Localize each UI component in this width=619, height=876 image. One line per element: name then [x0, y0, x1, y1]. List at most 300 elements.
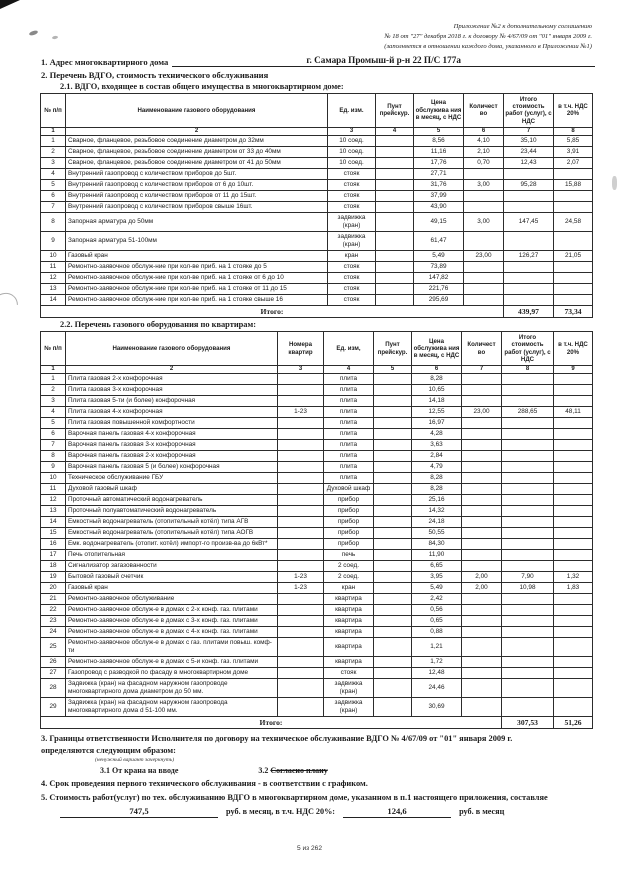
table-cell: Плита газовая 5-ти (и более) конфорочная [66, 395, 278, 406]
table-cell [502, 384, 554, 395]
table-cell: Духовой газовый шкаф [66, 483, 278, 494]
table-cell [374, 505, 412, 516]
table-cell [554, 384, 593, 395]
annotation-line: Приложение №2 к дополнительному соглашению [453, 23, 592, 30]
list-heading: 2. Перечень ВДГО, стоимость технического обслуживания [41, 69, 269, 80]
common-property-table [40, 93, 593, 318]
table-row [41, 417, 593, 428]
table-cell: квартира [324, 656, 374, 667]
table-cell [374, 450, 412, 461]
table-cell [462, 667, 502, 678]
table-row [41, 483, 593, 494]
option-3-2-text-struck: Согласно плану [270, 766, 328, 776]
total-vat-value: 51,26 [554, 716, 593, 728]
table-cell [462, 656, 502, 667]
table-row [41, 373, 593, 384]
monthly-cost-value: 747,5 [60, 806, 218, 818]
table-cell [502, 667, 554, 678]
col-header-name: Наименование газового оборудования [66, 332, 278, 366]
table-cell [554, 439, 593, 450]
table-cell [374, 697, 412, 716]
table-row [41, 678, 593, 697]
table-cell: 3,95 [412, 571, 462, 582]
table-cell [376, 261, 414, 272]
table-cell: прибор [324, 505, 374, 516]
table-cell: 7 [41, 201, 66, 212]
table-cell: Варочная панель газовая 2-х конфорочная [66, 450, 278, 461]
table-cell: 4 [41, 168, 66, 179]
table-cell: 1 [41, 373, 66, 384]
table-cell [462, 538, 502, 549]
table-cell: 221,76 [414, 283, 464, 294]
section-3-line1: 3. Границы ответственности Исполнителя по договору на техническое обслуживание ВДГО № 4/67/09 от "01" января 2009 г. [41, 734, 513, 744]
table-cell: 2 [41, 146, 66, 157]
table-cell: 24 [41, 626, 66, 637]
table-cell: 28 [41, 678, 66, 697]
table-cell [374, 417, 412, 428]
table-cell: 8,28 [412, 472, 462, 483]
table-row [41, 384, 593, 395]
table-total-row [41, 716, 593, 728]
table-cell [376, 250, 414, 261]
table-cell [462, 428, 502, 439]
table-cell: 12,43 [504, 157, 554, 168]
scan-edge-artifact [612, 176, 617, 190]
table-cell [376, 272, 414, 283]
table-cell [374, 384, 412, 395]
table-cell: кран [328, 250, 376, 261]
table-cell [278, 450, 324, 461]
table-cell: 25 [41, 637, 66, 656]
table-cell: 26 [41, 656, 66, 667]
table-cell: Варочная панель газовая 3-х конфорочная [66, 439, 278, 450]
table-row [41, 516, 593, 527]
table-cell: 31,76 [414, 179, 464, 190]
table-cell: 17 [41, 549, 66, 560]
table-row [41, 272, 593, 283]
table-cell: стояк [328, 179, 376, 190]
table-row [41, 472, 593, 483]
table-cell: 18 [41, 560, 66, 571]
table-cell: 4,79 [412, 461, 462, 472]
vat-cost-suffix: руб. в месяц [459, 806, 505, 816]
table-cell [278, 472, 324, 483]
table-cell: печь [324, 549, 374, 560]
table-cell [278, 549, 324, 560]
table-cell: 3 [41, 395, 66, 406]
option-3-2-number: 3.2 [258, 766, 269, 776]
table-cell: 84,30 [412, 538, 462, 549]
table-cell: 4 [41, 406, 66, 417]
annotation-line: (заполняется в отношении каждого дома, указанного в Приложении №1) [384, 42, 592, 50]
table-cell: прибор [324, 527, 374, 538]
table-cell: 2,07 [554, 157, 593, 168]
table-cell [502, 516, 554, 527]
table-cell: Ремонтно-заявочное обслуж-ние при кол-ве приб. на 1 стояке от 11 до 15 [66, 283, 328, 294]
table-cell: Техническое обслуживание ГБУ [66, 472, 278, 483]
table-cell [554, 494, 593, 505]
col-header-total: Итого стоимость работ (услуг), с НДС [502, 332, 554, 366]
table-cell [374, 494, 412, 505]
table-cell [554, 697, 593, 716]
table-cell: 29 [41, 697, 66, 716]
table-cell: 6,65 [412, 560, 462, 571]
table-cell [554, 373, 593, 384]
table-row [41, 549, 593, 560]
table-cell: Печь отопительная [66, 549, 278, 560]
col-header-name: Наименование газового оборудования [66, 93, 328, 127]
table-cell: 24,58 [554, 212, 593, 231]
table-cell: Внутренний газопровод с количеством приборов от 6 до 10шт. [66, 179, 328, 190]
table-cell: 10 соед. [328, 157, 376, 168]
table-cell: 10,98 [502, 582, 554, 593]
total-vat-value: 73,34 [554, 305, 593, 317]
table-cell [278, 697, 324, 716]
table-cell: Бытовой газовый счетчик [66, 571, 278, 582]
table-row [41, 190, 593, 201]
table-cell [374, 439, 412, 450]
table-cell: 37,99 [414, 190, 464, 201]
table-cell [462, 461, 502, 472]
table-cell: 295,69 [414, 294, 464, 305]
table-cell: 0,65 [412, 615, 462, 626]
table-cell: кран [324, 582, 374, 593]
table-row [41, 667, 593, 678]
table-cell [376, 190, 414, 201]
table-cell [278, 461, 324, 472]
table-cell [502, 678, 554, 697]
table-cell [374, 571, 412, 582]
table-cell [462, 483, 502, 494]
table-cell: 2,00 [462, 582, 502, 593]
table-cell: Емк. водонагреватель (отопит. котёл) импорт-го произв-ва до 6кВт* [66, 538, 278, 549]
table-cell: 2,10 [464, 146, 504, 157]
col-number: 2 [66, 366, 278, 374]
table-cell: 5 [41, 417, 66, 428]
table-cell [376, 294, 414, 305]
table-cell [464, 261, 504, 272]
total-label: Итого: [41, 305, 504, 317]
table-cell [464, 283, 504, 294]
col-header-qty: Количест во [462, 332, 502, 366]
table-row [41, 212, 593, 231]
col-number: 4 [376, 127, 414, 135]
table-cell [502, 505, 554, 516]
table-cell: 4,28 [412, 428, 462, 439]
table-row [41, 294, 593, 305]
table-cell: 48,11 [554, 406, 593, 417]
table-cell: Ремонтно-заявочное обслуж-е в домах с 3-х конф. газ. плитами [66, 615, 278, 626]
table-cell [376, 231, 414, 250]
col-number: 1 [41, 366, 66, 374]
strike-note: (ненужный вариант зачеркнуть) [95, 757, 175, 764]
annotation-line: № 18 от "27" декабря 2018 г. к договору № 4/67/09 от "01" января 2009 г. [384, 32, 592, 40]
table-cell [502, 450, 554, 461]
table-cell: плита [324, 428, 374, 439]
table-cell: Задвижка (кран) на фасадном наружном газопроводе многоквартирного дома диаметром до 50 мм. [66, 678, 278, 697]
table-cell [502, 527, 554, 538]
table-cell [278, 395, 324, 406]
table-cell: задвижка (кран) [324, 678, 374, 697]
table-cell: 95,28 [504, 179, 554, 190]
table-cell: Ремонтно-заявочное обслуж-ние при кол-ве приб. на 1 стояке до 5 [66, 261, 328, 272]
table-cell [374, 395, 412, 406]
common-property-table-body [41, 135, 593, 305]
table-row [41, 135, 593, 146]
table-row [41, 494, 593, 505]
table-cell [554, 626, 593, 637]
table-cell: 8 [41, 450, 66, 461]
table-cell: Емкостный водонагреватель (отопительный котёл) типа АОГВ [66, 527, 278, 538]
table-cell [502, 604, 554, 615]
table-cell: 8 [41, 212, 66, 231]
col-header-apartments: Номера квартир [278, 332, 324, 366]
table-cell [278, 637, 324, 656]
table-cell: 10 [41, 250, 66, 261]
table-cell: 27,71 [414, 168, 464, 179]
table-cell: Проточный полуавтоматический водонагреватель [66, 505, 278, 516]
table-cell [278, 428, 324, 439]
table-cell: Плита газовая 2-х конфорочная [66, 373, 278, 384]
table-cell [502, 549, 554, 560]
col-header-total: Итого стоимость работ (услуг), с НДС [504, 93, 554, 127]
table-row [41, 283, 593, 294]
table-cell: Плита газовая повышенной комфортности [66, 417, 278, 428]
table-cell [504, 272, 554, 283]
table-cell [278, 656, 324, 667]
table-cell: 15 [41, 527, 66, 538]
table-row [41, 582, 593, 593]
table-cell [554, 667, 593, 678]
table-cell [374, 406, 412, 417]
table-cell: 23,00 [464, 250, 504, 261]
table-cell [374, 615, 412, 626]
table-cell: 2,42 [412, 593, 462, 604]
table-cell [376, 168, 414, 179]
table-cell: Ремонтно-заявочное обслуж-е в домах с 2-х конф. газ. плитами [66, 604, 278, 615]
col-number: 4 [324, 366, 374, 374]
table-cell: 19 [41, 571, 66, 582]
scan-corner-artifact [0, 0, 20, 9]
table-cell [554, 593, 593, 604]
table-cell: 23,00 [462, 406, 502, 417]
table-cell [504, 261, 554, 272]
table-row [41, 157, 593, 168]
col-number: 5 [374, 366, 412, 374]
col-header-pricelist: Пунт прейскур. [376, 93, 414, 127]
table-cell [278, 560, 324, 571]
table-cell [462, 472, 502, 483]
table-cell [464, 201, 504, 212]
table-cell [376, 179, 414, 190]
table-row [41, 571, 593, 582]
table-cell [278, 505, 324, 516]
col-header-vat: в т.ч. НДС 20% [554, 93, 593, 127]
table-cell [554, 190, 593, 201]
scan-pen-mark-artifact [0, 287, 24, 327]
section-2-1-heading: 2.1. ВДГО, входящее в состав общего имущества в многоквартирном доме: [60, 81, 344, 91]
total-value: 439,97 [504, 305, 554, 317]
table-cell: 0,56 [412, 604, 462, 615]
col-header-qty: Количест во [464, 93, 504, 127]
total-value: 307,53 [502, 716, 554, 728]
table-cell [554, 560, 593, 571]
table-header-row [41, 332, 593, 366]
table-cell: 5,49 [412, 582, 462, 593]
table-cell: 2 соед. [324, 571, 374, 582]
table-cell: 2 [41, 384, 66, 395]
table-cell [374, 678, 412, 697]
table-cell [278, 626, 324, 637]
table-cell [504, 190, 554, 201]
table-cell: 6 [41, 428, 66, 439]
table-cell: 13 [41, 283, 66, 294]
table-header-row [41, 93, 593, 127]
table-cell: 2,00 [462, 571, 502, 582]
table-cell [502, 439, 554, 450]
table-cell [374, 538, 412, 549]
table-cell [502, 373, 554, 384]
table-cell: плита [324, 450, 374, 461]
table-cell: 7,90 [502, 571, 554, 582]
table-cell: 126,27 [504, 250, 554, 261]
table-cell: Газовый кран [66, 582, 278, 593]
table-cell [554, 428, 593, 439]
address-line [41, 55, 595, 67]
table-cell: 7 [41, 439, 66, 450]
table-cell [462, 395, 502, 406]
table-row [41, 261, 593, 272]
table-cell: Сварное, фланцевое, резьбовое соединение диаметром от 33 до 40мм [66, 146, 328, 157]
table-cell [376, 157, 414, 168]
table-cell: 1,32 [554, 571, 593, 582]
table-cell: 50,55 [412, 527, 462, 538]
col-number: 5 [414, 127, 464, 135]
table-cell [554, 615, 593, 626]
table-cell: Варочная панель газовая 4-х конфорочная [66, 428, 278, 439]
table-cell: 73,89 [414, 261, 464, 272]
table-cell: квартира [324, 593, 374, 604]
table-row [41, 560, 593, 571]
table-cell: 1,83 [554, 582, 593, 593]
table-cell: 11 [41, 261, 66, 272]
table-cell: Ремонтно-заявочное обслуж-е в домах с газ. плитами повыш. комф-ти [66, 637, 278, 656]
table-cell: Плита газовая 4-х конфорочная [66, 406, 278, 417]
table-cell [502, 626, 554, 637]
table-cell: 12,55 [412, 406, 462, 417]
table-cell: Проточный автоматический водонагреватель [66, 494, 278, 505]
table-cell [502, 417, 554, 428]
table-row [41, 527, 593, 538]
section-3-text [41, 733, 601, 756]
table-cell [462, 373, 502, 384]
table-cell: 1-23 [278, 571, 324, 582]
table-cell [464, 168, 504, 179]
table-cell: 4,10 [464, 135, 504, 146]
table-cell: Ремонтно-заявочное обслуживание [66, 593, 278, 604]
table-cell: квартира [324, 604, 374, 615]
table-cell [502, 615, 554, 626]
table-cell: 11,16 [414, 146, 464, 157]
table-cell: 1,72 [412, 656, 462, 667]
table-cell [554, 417, 593, 428]
section-3-line2: определяются следующим образом: [41, 745, 176, 755]
total-label: Итого: [41, 716, 502, 728]
table-cell: плита [324, 417, 374, 428]
col-number: 7 [504, 127, 554, 135]
table-row [41, 604, 593, 615]
table-cell [554, 505, 593, 516]
table-cell: плита [324, 439, 374, 450]
table-cell: 14,18 [412, 395, 462, 406]
table-cell [554, 201, 593, 212]
table-cell [502, 494, 554, 505]
table-cell [374, 667, 412, 678]
table-cell: 6 [41, 190, 66, 201]
table-cell [554, 516, 593, 527]
table-cell [462, 678, 502, 697]
table-cell: 49,15 [414, 212, 464, 231]
table-row [41, 697, 593, 716]
table-cell [278, 527, 324, 538]
table-cell: Запорная арматура до 50мм [66, 212, 328, 231]
table-cell: стояк [328, 168, 376, 179]
table-cell [376, 135, 414, 146]
table-cell [374, 373, 412, 384]
table-cell: 15,88 [554, 179, 593, 190]
table-cell [502, 472, 554, 483]
vat-cost-value: 124,6 [343, 806, 451, 818]
col-number: 8 [554, 127, 593, 135]
col-number: 8 [502, 366, 554, 374]
table-cell [462, 439, 502, 450]
table-cell: 20 [41, 582, 66, 593]
apartment-equipment-table [40, 331, 593, 729]
table-cell: 35,10 [504, 135, 554, 146]
table-row [41, 146, 593, 157]
table-row [41, 250, 593, 261]
table-cell [374, 461, 412, 472]
table-row [41, 656, 593, 667]
table-cell [554, 231, 593, 250]
table-cell: 10 [41, 472, 66, 483]
col-header-pricelist: Пунт прейскур. [374, 332, 412, 366]
table-cell [504, 168, 554, 179]
table-cell: прибор [324, 538, 374, 549]
col-header-vat: в т.ч. НДС 20% [554, 332, 593, 366]
table-cell: 5 [41, 179, 66, 190]
table-cell [462, 637, 502, 656]
table-cell: 22 [41, 604, 66, 615]
col-number: 1 [41, 127, 66, 135]
table-cell [502, 428, 554, 439]
table-cell [504, 283, 554, 294]
table-cell: Сварное, фланцевое, резьбовое соединение диаметром до 32мм [66, 135, 328, 146]
table-cell [554, 283, 593, 294]
table-cell: Запорная арматура 51-100мм [66, 231, 328, 250]
table-cell: плита [324, 395, 374, 406]
table-cell [462, 549, 502, 560]
table-cell: Сигнализатор загазованности [66, 560, 278, 571]
cost-line [60, 806, 619, 818]
table-cell [554, 168, 593, 179]
table-cell: 14 [41, 516, 66, 527]
table-row [41, 439, 593, 450]
table-cell: стояк [328, 272, 376, 283]
table-cell: плита [324, 384, 374, 395]
table-cell [278, 604, 324, 615]
table-cell [462, 450, 502, 461]
